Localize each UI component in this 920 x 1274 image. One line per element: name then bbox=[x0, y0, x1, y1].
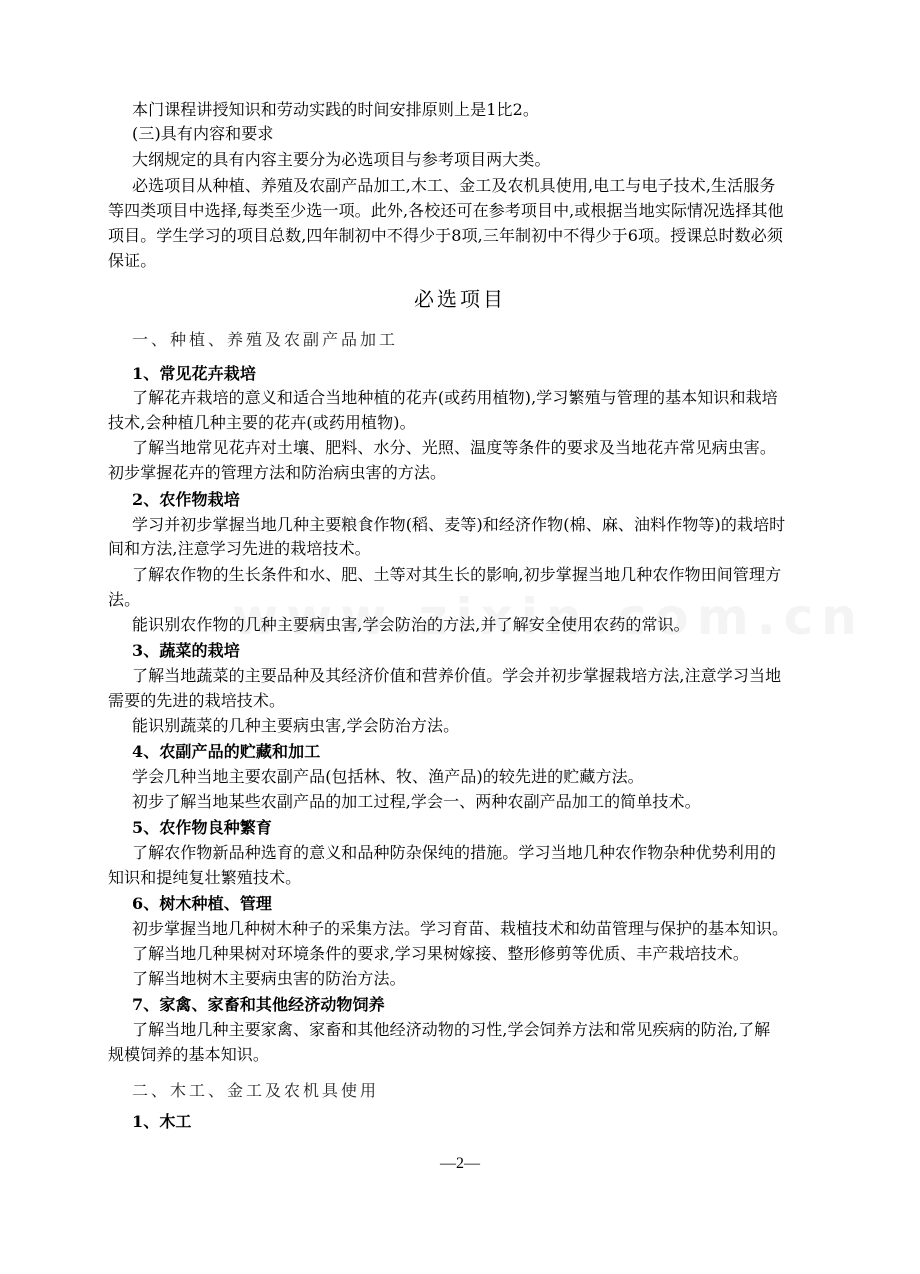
watermark bbox=[232, 588, 865, 646]
intro-line-5: 等四类项目中选择,每类至少选一项。此外,各校还可在参考项目中,或根据当地实际情况选择其他 bbox=[108, 201, 784, 220]
intro-heading: (三)具有内容和要求 bbox=[132, 124, 274, 143]
item-heading: 7、家禽、家畜和其他经济动物饲养 bbox=[132, 995, 385, 1014]
item-text: 初步掌握当地几种树木种子的采集方法。学习育苗、栽植技术和幼苗管理与保护的基本知识。 bbox=[132, 919, 789, 938]
intro-line-6: 项目。学生学习的项目总数,四年制初中不得少于8项,三年制初中不得少于6项。授课总时数必须 bbox=[108, 226, 783, 245]
item-heading: 3、蔬菜的栽培 bbox=[132, 641, 240, 660]
intro-line-7: 保证。 bbox=[108, 251, 157, 270]
item-text: 学习并初步掌握当地几种主要粮食作物(稻、麦等)和经济作物(棉、麻、油料作物等)的栽培时 bbox=[132, 515, 786, 534]
item-text: 间和方法,注意学习先进的栽培技术。 bbox=[108, 539, 371, 558]
item-heading: 2、农作物栽培 bbox=[132, 490, 240, 509]
intro-line-4: 必选项目从种植、养殖及农副产品加工,木工、金工及农机具使用,电工与电子技术,生活服务 bbox=[132, 176, 776, 195]
intro-line-3: 大纲规定的具有内容主要分为必选项目与参考项目两大类。 bbox=[132, 150, 551, 169]
item-text: 了解当地树木主要病虫害的防治方法。 bbox=[132, 969, 406, 988]
item-text: 初步掌握花卉的管理方法和防治病虫害的方法。 bbox=[108, 463, 447, 482]
item-text: 能识别蔬菜的几种主要病虫害,学会防治方法。 bbox=[132, 716, 460, 735]
item-text: 知识和提纯复壮繁殖技术。 bbox=[108, 868, 302, 887]
item-text: 规模饲养的基本知识。 bbox=[108, 1045, 270, 1064]
intro-line-1: 本门课程讲授知识和劳动实践的时间安排原则上是1比2。 bbox=[132, 100, 539, 119]
item-text: 了解农作物的生长条件和水、肥、土等对其生长的影响,初步掌握当地几种农作物田间管理方 bbox=[132, 565, 782, 584]
item-heading: 1、木工 bbox=[132, 1112, 192, 1131]
item-heading: 1、常见花卉栽培 bbox=[132, 364, 256, 383]
item-heading: 5、农作物良种繁育 bbox=[132, 818, 273, 837]
section-heading-2: 二、木工、金工及农机具使用 bbox=[132, 1081, 380, 1100]
item-text: 了解当地常见花卉对土壤、肥料、水分、光照、温度等条件的要求及当地花卉常见病虫害。 bbox=[132, 438, 777, 457]
item-text: 了解当地蔬菜的主要品种及其经济价值和营养价值。学会并初步掌握栽培方法,注意学习当地 bbox=[132, 666, 782, 685]
item-text: 了解花卉栽培的意义和适合当地种植的花卉(或药用植物),学习繁殖与管理的基本知识和栽培 bbox=[132, 388, 778, 407]
item-heading: 4、农副产品的贮藏和加工 bbox=[132, 742, 321, 761]
item-text: 了解当地几种主要家禽、家畜和其他经济动物的习性,学会饲养方法和常见疾病的防治,了解 bbox=[132, 1020, 771, 1039]
item-text: 了解农作物新品种选育的意义和品种防杂保纯的措施。学习当地几种农作物杂种优势利用的 bbox=[132, 843, 777, 862]
item-text: 能识别农作物的几种主要病虫害,学会防治的方法,并了解安全使用农药的常识。 bbox=[132, 615, 690, 634]
item-text: 技术,会种植几种主要的花卉(或药用植物)。 bbox=[108, 413, 416, 432]
page-title: 必选项目 bbox=[414, 287, 506, 311]
item-text: 初步了解当地某些农副产品的加工过程,学会一、两种农副产品加工的简单技术。 bbox=[132, 792, 701, 811]
page-number: —2— bbox=[440, 1155, 480, 1172]
item-text: 需要的先进的栽培技术。 bbox=[108, 691, 286, 710]
item-text: 法。 bbox=[108, 590, 141, 609]
item-text: 学会几种当地主要农副产品(包括林、牧、渔产品)的较先进的贮藏方法。 bbox=[132, 767, 644, 786]
item-text: 了解当地几种果树对环境条件的要求,学习果树嫁接、整形修剪等优质、丰产栽培技术。 bbox=[132, 944, 749, 963]
item-heading: 6、树木种植、管理 bbox=[132, 894, 273, 913]
section-heading-1: 一、种植、养殖及农副产品加工 bbox=[132, 330, 399, 349]
